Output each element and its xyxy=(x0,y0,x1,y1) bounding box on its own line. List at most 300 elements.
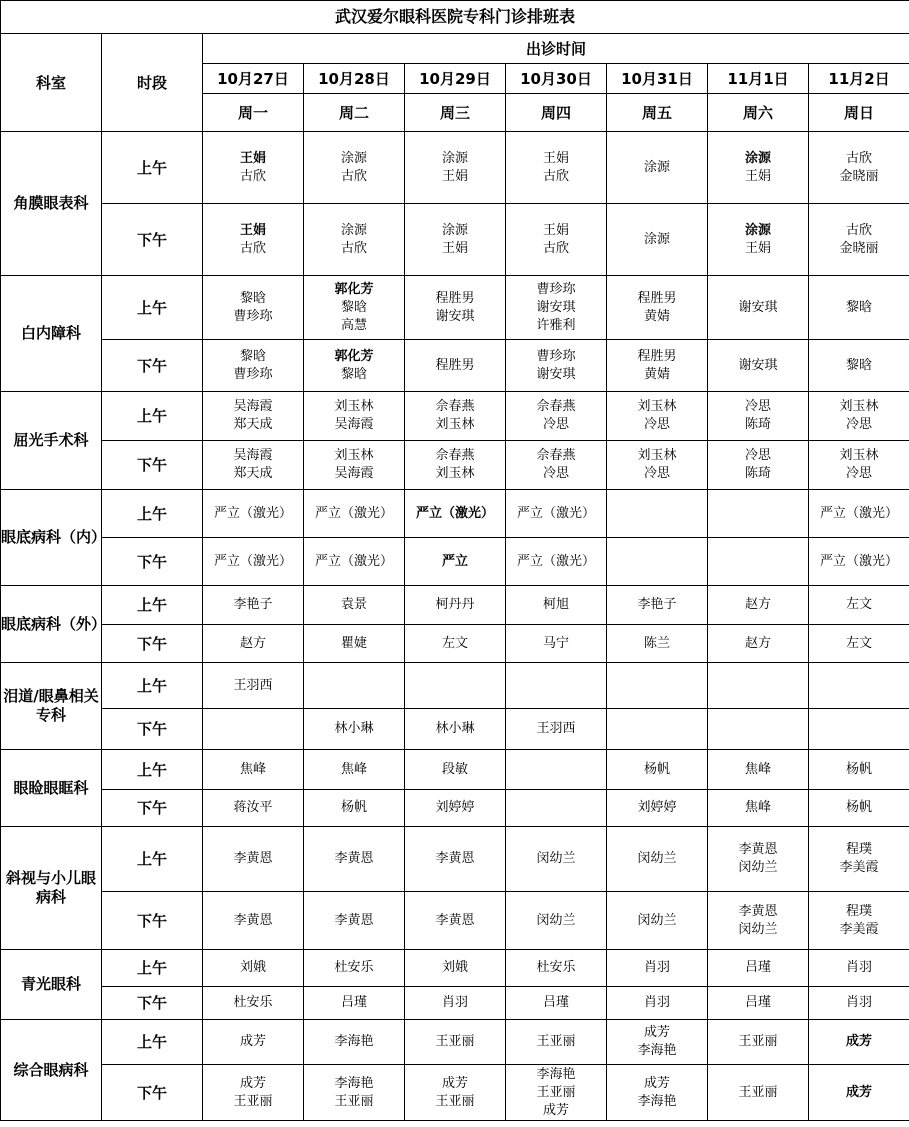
doctor-cell xyxy=(304,132,405,204)
doctor-cell xyxy=(708,392,809,441)
doctor-name: 古欣 xyxy=(239,168,266,184)
doctor-name: 黎晗 xyxy=(846,357,873,373)
doctor-cell xyxy=(405,987,506,1020)
doctor-cell xyxy=(809,538,909,586)
doctor-cell xyxy=(607,538,708,586)
doctor-name: 王娟 xyxy=(239,222,266,238)
doctor-name: 黎晗 xyxy=(846,299,873,315)
doctor-cell xyxy=(607,892,708,950)
department-cell: 青光眼科 xyxy=(1,950,102,1020)
doctor-cell xyxy=(405,790,506,827)
doctor-name: 李黄恩 xyxy=(435,851,475,866)
doctor-cell xyxy=(304,1065,405,1121)
date-header: 10月27日 xyxy=(203,64,304,94)
slot-cell: 上午 xyxy=(102,490,203,538)
doctor-cell xyxy=(506,132,607,204)
doctor-name: 闵幼兰 xyxy=(536,851,576,866)
doctor-cell xyxy=(304,827,405,892)
doctor-name: 曹珍珎 xyxy=(233,366,273,382)
doctor-cell xyxy=(304,586,405,625)
doctor-cell xyxy=(607,750,708,790)
table-row xyxy=(1,1065,909,1121)
doctor-cell xyxy=(506,1020,607,1065)
slot-header: 时段 xyxy=(102,34,203,132)
doctor-name: 古欣 xyxy=(846,150,873,166)
doctor-name: 涂源 xyxy=(441,222,468,238)
doctor-name: 程璞 xyxy=(846,842,873,857)
doctor-cell xyxy=(203,892,304,950)
doctor-name: 谢安琪 xyxy=(738,299,778,315)
doctor-cell xyxy=(506,392,607,441)
doctor-name: 严立（激光） xyxy=(516,505,595,521)
department-cell: 斜视与小儿眼病科 xyxy=(1,827,102,950)
doctor-name: 冷思 xyxy=(846,466,873,481)
doctor-cell xyxy=(405,441,506,490)
table-row xyxy=(1,987,909,1020)
doctor-cell xyxy=(506,586,607,625)
doctor-cell xyxy=(405,1065,506,1121)
doctor-name: 谢安琪 xyxy=(536,299,576,315)
slot-cell: 下午 xyxy=(102,441,203,490)
doctor-cell xyxy=(304,709,405,750)
doctor-cell xyxy=(304,392,405,441)
doctor-name: 涂源 xyxy=(340,222,367,238)
doctor-cell xyxy=(405,625,506,663)
doctor-name: 杜安乐 xyxy=(334,960,374,975)
doctor-name: 涂源 xyxy=(643,231,670,247)
doctor-name: 程胜男 xyxy=(637,348,677,364)
doctor-cell xyxy=(203,276,304,340)
doctor-cell xyxy=(203,132,304,204)
slot-cell: 上午 xyxy=(102,950,203,987)
weekday-header: 周一 xyxy=(203,94,304,132)
doctor-cell xyxy=(506,709,607,750)
doctor-cell xyxy=(809,441,909,490)
doctor-cell xyxy=(203,586,304,625)
doctor-cell xyxy=(304,892,405,950)
table-row xyxy=(1,950,909,987)
doctor-cell xyxy=(708,750,809,790)
doctor-cell xyxy=(809,1065,909,1121)
doctor-name: 古欣 xyxy=(340,240,367,256)
slot-cell: 下午 xyxy=(102,987,203,1020)
doctor-cell xyxy=(607,663,708,709)
doctor-name: 金晓丽 xyxy=(839,240,879,256)
table-row xyxy=(1,392,909,441)
doctor-cell xyxy=(708,892,809,950)
doctor-cell xyxy=(203,987,304,1020)
doctor-name: 严立（激光） xyxy=(314,505,393,521)
doctor-cell xyxy=(809,950,909,987)
doctor-name: 黄婧 xyxy=(643,366,670,382)
doctor-name: 涂源 xyxy=(441,150,468,166)
doctor-name: 成芳 xyxy=(239,1034,266,1049)
doctor-name: 王娟 xyxy=(744,240,771,256)
table-row xyxy=(1,276,909,340)
doctor-name: 佘春燕 xyxy=(435,399,475,414)
date-header: 10月29日 xyxy=(405,64,506,94)
doctor-cell xyxy=(506,1065,607,1121)
doctor-cell xyxy=(506,892,607,950)
department-cell: 屈光手术科 xyxy=(1,392,102,490)
doctor-name: 涂源 xyxy=(744,150,771,166)
doctor-name: 刘玉林 xyxy=(839,448,879,463)
doctor-name: 古欣 xyxy=(340,168,367,184)
doctor-name: 成芳 xyxy=(643,1025,670,1040)
doctor-cell xyxy=(809,625,909,663)
doctor-name: 成芳 xyxy=(441,1075,468,1091)
doctor-name: 许雅利 xyxy=(536,317,576,333)
table-row xyxy=(1,538,909,586)
doctor-name: 冷思 xyxy=(846,417,873,432)
doctor-cell xyxy=(809,490,909,538)
doctor-name: 肖羽 xyxy=(846,995,873,1010)
doctor-cell xyxy=(607,586,708,625)
doctor-cell xyxy=(607,276,708,340)
doctor-name: 吕瑾 xyxy=(744,960,771,975)
doctor-cell xyxy=(203,340,304,392)
doctor-cell xyxy=(405,538,506,586)
doctor-cell xyxy=(203,790,304,827)
doctor-cell xyxy=(809,750,909,790)
doctor-cell xyxy=(405,709,506,750)
doctor-cell xyxy=(405,276,506,340)
doctor-name: 林小琳 xyxy=(435,721,475,736)
doctor-cell xyxy=(708,538,809,586)
doctor-name: 赵方 xyxy=(744,635,771,651)
doctor-name: 刘玉林 xyxy=(435,466,475,481)
doctor-name: 李黄恩 xyxy=(334,851,374,866)
dept-header: 科室 xyxy=(1,34,102,132)
doctor-cell xyxy=(708,586,809,625)
doctor-cell xyxy=(304,625,405,663)
doctor-name: 杨帆 xyxy=(340,800,367,815)
doctor-cell xyxy=(405,204,506,276)
table-row xyxy=(1,340,909,392)
doctor-name: 焦峰 xyxy=(340,761,367,777)
slot-cell: 下午 xyxy=(102,709,203,750)
doctor-cell xyxy=(405,586,506,625)
doctor-cell xyxy=(708,441,809,490)
doctor-cell xyxy=(405,827,506,892)
doctor-name: 林小琳 xyxy=(334,721,374,736)
doctor-name: 李黄恩 xyxy=(435,912,475,928)
doctor-cell xyxy=(203,950,304,987)
doctor-cell xyxy=(708,827,809,892)
doctor-cell xyxy=(809,663,909,709)
doctor-cell xyxy=(708,663,809,709)
doctor-cell xyxy=(607,987,708,1020)
slot-cell: 上午 xyxy=(102,1020,203,1065)
slot-cell: 下午 xyxy=(102,538,203,586)
doctor-name: 左文 xyxy=(441,635,468,651)
doctor-name: 涂源 xyxy=(744,222,771,238)
doctor-name: 王娟 xyxy=(744,168,771,184)
doctor-name: 严立 xyxy=(441,553,468,569)
doctor-cell xyxy=(506,204,607,276)
doctor-name: 古欣 xyxy=(846,222,873,238)
department-cell: 泪道/眼鼻相关专科 xyxy=(1,663,102,750)
doctor-name: 李海艳 xyxy=(637,1043,677,1058)
doctor-cell xyxy=(506,441,607,490)
doctor-cell xyxy=(405,1020,506,1065)
doctor-name: 刘玉林 xyxy=(435,417,475,432)
table-row xyxy=(1,1020,909,1065)
doctor-name: 王亚丽 xyxy=(435,1093,475,1109)
doctor-cell xyxy=(809,276,909,340)
doctor-cell xyxy=(203,204,304,276)
department-cell: 眼底病科（内） xyxy=(1,490,102,586)
doctor-name: 严立（激光） xyxy=(213,553,292,569)
doctor-name: 冷思 xyxy=(744,448,771,463)
doctor-cell xyxy=(203,709,304,750)
table-row xyxy=(1,790,909,827)
doctor-name: 赵方 xyxy=(239,635,266,651)
doctor-cell xyxy=(506,538,607,586)
doctor-name: 刘婷婷 xyxy=(637,800,677,815)
doctor-name: 程胜男 xyxy=(435,357,475,373)
doctor-cell xyxy=(607,441,708,490)
doctor-name: 程胜男 xyxy=(435,290,475,306)
doctor-name: 袁景 xyxy=(340,597,367,612)
doctor-name: 刘娥 xyxy=(239,960,266,975)
doctor-name: 刘娥 xyxy=(441,960,468,975)
doctor-name: 黎晗 xyxy=(239,290,266,306)
doctor-name: 王羽西 xyxy=(536,721,576,736)
doctor-name: 谢安琪 xyxy=(435,308,475,324)
doctor-name: 刘玉林 xyxy=(334,399,374,414)
doctor-cell xyxy=(304,340,405,392)
doctor-name: 李艳子 xyxy=(637,597,677,612)
doctor-name: 闵幼兰 xyxy=(637,912,677,928)
page-title: 武汉爱尔眼科医院专科门诊排班表 xyxy=(1,1,909,34)
weekday-header: 周四 xyxy=(506,94,607,132)
doctor-name: 陈琦 xyxy=(744,466,771,481)
doctor-name: 王亚丽 xyxy=(738,1084,778,1100)
doctor-cell xyxy=(607,204,708,276)
doctor-name: 肖羽 xyxy=(846,960,873,975)
doctor-name: 曹珍珎 xyxy=(233,308,273,324)
doctor-cell xyxy=(809,892,909,950)
doctor-cell xyxy=(809,586,909,625)
doctor-name: 王娟 xyxy=(239,150,266,166)
slot-cell: 下午 xyxy=(102,625,203,663)
doctor-name: 赵方 xyxy=(744,597,771,612)
doctor-name: 焦峰 xyxy=(239,761,266,777)
doctor-cell xyxy=(203,827,304,892)
doctor-name: 黎晗 xyxy=(340,366,367,382)
doctor-name: 李美霞 xyxy=(839,860,879,875)
doctor-name: 陈琦 xyxy=(744,417,771,432)
doctor-name: 严立（激光） xyxy=(314,553,393,569)
doctor-name: 肖羽 xyxy=(643,960,670,975)
department-cell: 综合眼病科 xyxy=(1,1020,102,1121)
doctor-name: 冷思 xyxy=(542,417,569,432)
doctor-name: 肖羽 xyxy=(643,995,670,1010)
doctor-name: 杨帆 xyxy=(643,761,670,777)
doctor-name: 郑天成 xyxy=(233,417,273,432)
doctor-name: 吴海霞 xyxy=(334,417,374,432)
doctor-name: 刘玉林 xyxy=(637,399,677,414)
doctor-name: 吕瑾 xyxy=(542,995,569,1010)
doctor-name: 肖羽 xyxy=(441,995,468,1010)
doctor-cell xyxy=(607,950,708,987)
doctor-cell xyxy=(405,392,506,441)
doctor-name: 程胜男 xyxy=(637,290,677,306)
doctor-cell xyxy=(304,204,405,276)
doctor-name: 吴海霞 xyxy=(233,448,273,463)
date-header: 10月31日 xyxy=(607,64,708,94)
doctor-cell xyxy=(304,1020,405,1065)
date-header: 10月30日 xyxy=(506,64,607,94)
doctor-name: 柯旭 xyxy=(542,597,569,612)
doctor-cell xyxy=(203,663,304,709)
doctor-name: 谢安琪 xyxy=(536,366,576,382)
doctor-name: 王亚丽 xyxy=(536,1084,576,1100)
table-row xyxy=(1,586,909,625)
doctor-cell xyxy=(607,340,708,392)
doctor-cell xyxy=(203,538,304,586)
doctor-cell xyxy=(708,709,809,750)
weekday-header: 周二 xyxy=(304,94,405,132)
doctor-name: 涂源 xyxy=(340,150,367,166)
doctor-cell xyxy=(809,987,909,1020)
date-header: 11月2日 xyxy=(809,64,909,94)
doctor-name: 闵幼兰 xyxy=(738,860,778,875)
doctor-cell xyxy=(405,340,506,392)
doctor-name: 杨帆 xyxy=(846,761,873,777)
table-row xyxy=(1,750,909,790)
doctor-cell xyxy=(506,950,607,987)
doctor-name: 曹珍珎 xyxy=(536,348,576,364)
doctor-name: 李美霞 xyxy=(839,921,879,937)
doctor-name: 李海艳 xyxy=(637,1093,677,1109)
doctor-cell xyxy=(506,276,607,340)
doctor-cell xyxy=(708,625,809,663)
doctor-name: 焦峰 xyxy=(744,800,771,815)
table-row xyxy=(1,441,909,490)
doctor-name: 谢安琪 xyxy=(738,357,778,373)
doctor-cell xyxy=(708,1020,809,1065)
doctor-name: 王羽西 xyxy=(233,677,273,693)
doctor-cell xyxy=(203,441,304,490)
doctor-cell xyxy=(708,1065,809,1121)
doctor-cell xyxy=(809,392,909,441)
doctor-name: 杜安乐 xyxy=(233,995,273,1010)
doctor-name: 高慧 xyxy=(340,317,367,333)
table-row xyxy=(1,490,909,538)
doctor-cell xyxy=(607,392,708,441)
weekday-header: 周五 xyxy=(607,94,708,132)
slot-cell: 下午 xyxy=(102,892,203,950)
doctor-name: 成芳 xyxy=(643,1075,670,1091)
doctor-name: 王亚丽 xyxy=(738,1034,778,1049)
table-row xyxy=(1,892,909,950)
doctor-name: 涂源 xyxy=(643,159,670,175)
doctor-cell xyxy=(506,790,607,827)
doctor-name: 李海艳 xyxy=(536,1066,576,1082)
doctor-name: 程璞 xyxy=(846,903,873,919)
doctor-name: 马宁 xyxy=(542,635,569,651)
doctor-name: 严立（激光） xyxy=(820,505,899,521)
doctor-cell xyxy=(708,340,809,392)
doctor-cell xyxy=(708,987,809,1020)
doctor-name: 李黄恩 xyxy=(233,912,273,928)
table-row xyxy=(1,709,909,750)
doctor-name: 闵幼兰 xyxy=(637,851,677,866)
table-row xyxy=(1,204,909,276)
department-cell: 眼睑眼眶科 xyxy=(1,750,102,827)
doctor-cell xyxy=(607,709,708,750)
doctor-name: 王亚丽 xyxy=(435,1034,475,1049)
doctor-name: 杜安乐 xyxy=(536,960,576,975)
doctor-cell xyxy=(506,987,607,1020)
slot-cell: 下午 xyxy=(102,1065,203,1121)
doctor-name: 王亚丽 xyxy=(233,1093,273,1109)
date-header: 11月1日 xyxy=(708,64,809,94)
table-row xyxy=(1,625,909,663)
doctor-cell xyxy=(708,790,809,827)
doctor-name: 佘春燕 xyxy=(435,448,475,463)
doctor-name: 严立（激光） xyxy=(516,553,595,569)
doctor-name: 黎晗 xyxy=(239,348,266,364)
slot-cell: 上午 xyxy=(102,132,203,204)
doctor-cell xyxy=(809,204,909,276)
doctor-cell xyxy=(405,490,506,538)
weekday-header: 周三 xyxy=(405,94,506,132)
doctor-cell xyxy=(405,750,506,790)
doctor-name: 黎晗 xyxy=(340,299,367,315)
doctor-cell xyxy=(607,132,708,204)
doctor-name: 王亚丽 xyxy=(536,1034,576,1049)
table-row xyxy=(1,827,909,892)
doctor-name: 成芳 xyxy=(542,1102,569,1118)
doctor-cell xyxy=(607,790,708,827)
doctor-name: 闵幼兰 xyxy=(738,921,778,937)
doctor-name: 郭化芳 xyxy=(334,348,374,364)
doctor-cell xyxy=(203,1065,304,1121)
doctor-name: 佘春燕 xyxy=(536,448,576,463)
doctor-cell xyxy=(405,950,506,987)
doctor-cell xyxy=(304,987,405,1020)
doctor-name: 黄婧 xyxy=(643,308,670,324)
doctor-cell xyxy=(506,625,607,663)
doctor-cell xyxy=(809,790,909,827)
doctor-cell xyxy=(809,709,909,750)
doctor-name: 焦峰 xyxy=(744,761,771,777)
doctor-name: 陈兰 xyxy=(643,635,670,651)
slot-cell: 上午 xyxy=(102,827,203,892)
doctor-name: 李黄恩 xyxy=(334,912,374,928)
doctor-name: 金晓丽 xyxy=(839,168,879,184)
doctor-name: 吕瑾 xyxy=(340,995,367,1010)
doctor-name: 冷思 xyxy=(643,417,670,432)
doctor-cell xyxy=(304,663,405,709)
doctor-name: 王娟 xyxy=(441,168,468,184)
doctor-cell xyxy=(304,538,405,586)
slot-cell: 上午 xyxy=(102,392,203,441)
doctor-name: 刘玉林 xyxy=(839,399,879,414)
doctor-name: 李海艳 xyxy=(334,1034,374,1049)
department-cell: 角膜眼表科 xyxy=(1,132,102,276)
doctor-cell xyxy=(708,276,809,340)
doctor-name: 吴海霞 xyxy=(334,466,374,481)
doctor-cell xyxy=(607,827,708,892)
doctor-cell xyxy=(506,827,607,892)
doctor-name: 李黄恩 xyxy=(738,903,778,919)
doctor-name: 刘玉林 xyxy=(637,448,677,463)
doctor-cell xyxy=(809,340,909,392)
